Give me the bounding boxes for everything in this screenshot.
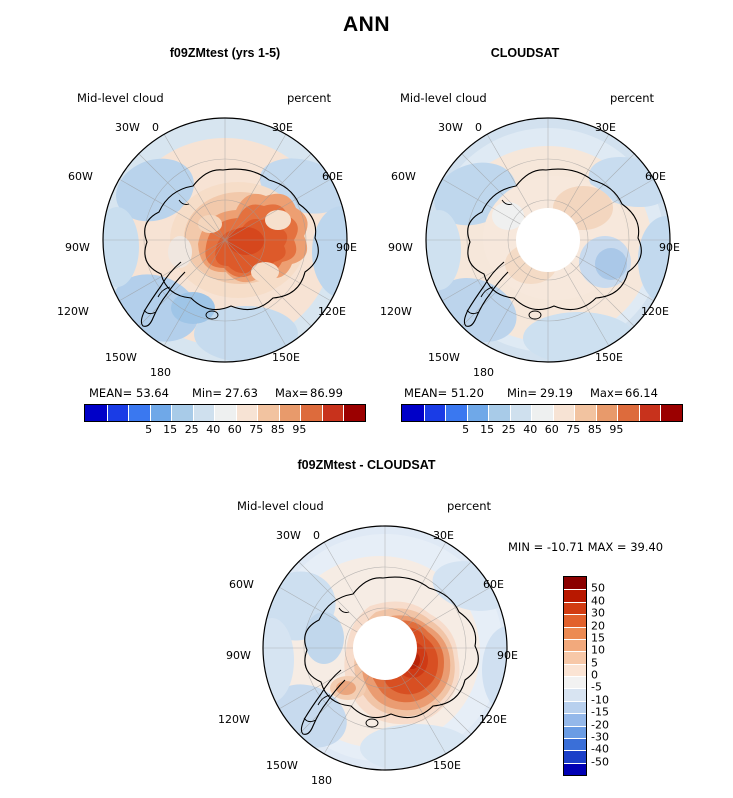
colorbar-separator — [343, 405, 344, 421]
colorbar-segment — [564, 639, 586, 651]
colorbar-segment — [564, 701, 586, 713]
colorbar-separator — [445, 405, 446, 421]
colorbar-segment — [343, 405, 365, 421]
panel-model-units-label: percent — [287, 91, 332, 105]
map-diff-label-120E: 120E — [479, 713, 507, 726]
model-min-label: Min= — [192, 386, 223, 400]
map-diff-label-30E: 30E — [433, 529, 454, 542]
colorbar-separator — [596, 405, 597, 421]
colorbar-tick: 5 — [145, 423, 153, 436]
colorbar-segment — [564, 763, 586, 775]
colorbar-separator — [617, 405, 618, 421]
colorbar-separator — [564, 726, 586, 727]
colorbar-segment — [300, 405, 322, 421]
map-model-label-60E: 60E — [322, 170, 343, 183]
colorbar-segment — [564, 726, 586, 738]
map-obs-label-90W: 90W — [388, 241, 413, 254]
panel-obs-variable-label: Mid-level cloud — [400, 91, 487, 105]
map-diff-label-0: 0 — [313, 529, 320, 542]
colorbar-separator — [467, 405, 468, 421]
colorbar-tick: 85 — [587, 423, 602, 436]
colorbar-tick: -5 — [591, 680, 602, 694]
colorbar-separator — [564, 738, 586, 739]
map-diff-label-60W: 60W — [229, 578, 254, 591]
colorbar-tick: 20 — [591, 619, 605, 632]
colorbar-separator — [424, 405, 425, 421]
colorbar-segment — [128, 405, 150, 421]
map-diff-label-30W: 30W — [276, 529, 301, 542]
map-obs-label-60E: 60E — [645, 170, 666, 183]
colorbar-separator — [300, 405, 301, 421]
colorbar-segment — [617, 405, 639, 421]
colorbar-separator — [564, 639, 586, 640]
map-model-label-150E: 150E — [272, 351, 300, 364]
map-obs-label-60W: 60W — [391, 170, 416, 183]
map-model-label-180: 180 — [150, 366, 171, 379]
colorbar-tick: -50 — [591, 755, 609, 769]
colorbar-tick: 60 — [544, 423, 559, 436]
obs-mean-value: 51.20 — [451, 386, 484, 400]
colorbar-separator — [564, 627, 586, 628]
colorbar-tick: 30 — [591, 606, 605, 620]
obs-mean-label: MEAN= — [404, 386, 448, 400]
colorbar-segment — [322, 405, 344, 421]
colorbar-tick: 5 — [462, 423, 470, 436]
colorbar-tick: 40 — [206, 423, 221, 436]
colorbar-segment — [510, 405, 532, 421]
colorbar-tick: 95 — [609, 423, 624, 436]
panel-title-model: f09ZMtest (yrs 1-5) — [169, 46, 281, 60]
colorbar-segment — [553, 405, 575, 421]
map-obs-label-30E: 30E — [595, 121, 616, 134]
colorbar-tick: 40 — [591, 594, 605, 608]
panel-title-difference: f09ZMtest - CLOUDSAT — [297, 458, 436, 472]
map-diff-label-150W: 150W — [266, 759, 298, 772]
colorbar-separator — [150, 405, 151, 421]
colorbar-separator — [660, 405, 661, 421]
map-model-label-120W: 120W — [57, 305, 89, 318]
panel-obs-units-label: percent — [610, 91, 655, 105]
colorbar-tick: 75 — [566, 423, 581, 436]
colorbar-separator — [553, 405, 554, 421]
colorbar-tick: 0 — [591, 668, 598, 682]
model-min-value: 27.63 — [225, 386, 258, 400]
colorbar-separator — [510, 405, 511, 421]
colorbar-segment — [531, 405, 553, 421]
colorbar-separator — [107, 405, 108, 421]
colorbar-segment — [564, 589, 586, 601]
colorbar-separator — [531, 405, 532, 421]
map-obs-label-150W: 150W — [428, 351, 460, 364]
colorbar-separator — [564, 750, 586, 751]
model-max-label: Max= — [275, 386, 309, 400]
colorbar-separator — [564, 701, 586, 702]
colorbar-separator — [564, 763, 586, 764]
colorbar-separator — [564, 589, 586, 590]
colorbar-segment — [564, 676, 586, 688]
colorbar-segment — [564, 627, 586, 639]
colorbar-tick: 25 — [501, 423, 516, 436]
colorbar-segment — [639, 405, 661, 421]
colorbar-segment — [107, 405, 129, 421]
obs-min-label: Min= — [507, 386, 538, 400]
colorbar-tick: 95 — [292, 423, 307, 436]
obs-max-value: 66.14 — [625, 386, 658, 400]
colorbar-separator — [564, 713, 586, 714]
colorbar-separator — [639, 405, 640, 421]
map-model-label-150W: 150W — [105, 351, 137, 364]
model-mean-value: 53.64 — [136, 386, 169, 400]
colorbar-segment — [574, 405, 596, 421]
colorbar-segment — [564, 602, 586, 614]
colorbar-segment — [424, 405, 446, 421]
colorbar-segment — [660, 405, 682, 421]
colorbar-separator — [279, 405, 280, 421]
map-obs-label-90E: 90E — [659, 241, 680, 254]
colorbar-segment — [488, 405, 510, 421]
colorbar-segment — [85, 405, 107, 421]
colorbar-segment — [445, 405, 467, 421]
colorbar-segment — [193, 405, 215, 421]
colorbar-tick: 85 — [270, 423, 285, 436]
colorbar-tick: 15 — [591, 631, 605, 645]
map-model-label-30W: 30W — [115, 121, 140, 134]
colorbar-segment — [236, 405, 258, 421]
obs-min-value: 29.19 — [540, 386, 573, 400]
colorbar-tick: 15 — [163, 423, 178, 436]
map-model-label-60W: 60W — [68, 170, 93, 183]
colorbar-segment — [467, 405, 489, 421]
map-obs-label-120E: 120E — [641, 305, 669, 318]
difference-minmax: MIN = -10.71 MAX = 39.40 — [508, 540, 664, 554]
colorbar-separator — [128, 405, 129, 421]
panel-model-variable-label: Mid-level cloud — [77, 91, 164, 105]
model-max-value: 86.99 — [310, 386, 343, 400]
colorbar-tick: -15 — [591, 705, 609, 719]
colorbar-tick: -30 — [591, 730, 609, 744]
colorbar-segment — [596, 405, 618, 421]
colorbar-tick: -40 — [591, 742, 609, 756]
colorbar-separator — [564, 651, 586, 652]
figure-title: ANN — [343, 13, 390, 36]
colorbar-tick: 60 — [227, 423, 242, 436]
colorbar-segment — [279, 405, 301, 421]
model-mean-label: MEAN= — [89, 386, 133, 400]
map-diff-label-90E: 90E — [497, 649, 518, 662]
colorbar-segment — [564, 750, 586, 762]
colorbar-tick: 50 — [591, 581, 605, 595]
map-model-label-30E: 30E — [272, 121, 293, 134]
colorbar-segment — [257, 405, 279, 421]
colorbar-segment — [564, 577, 586, 589]
map-obs-label-120W: 120W — [380, 305, 412, 318]
colorbar-segment — [402, 405, 424, 421]
map-obs-label-180: 180 — [473, 366, 494, 379]
colorbar-tick: 5 — [591, 656, 598, 670]
colorbar-separator — [236, 405, 237, 421]
colorbar-segment — [564, 651, 586, 663]
colorbar-tick: 15 — [480, 423, 495, 436]
colorbar-separator — [564, 688, 586, 689]
panel-diff-units-label: percent — [447, 499, 492, 513]
map-diff-label-150E: 150E — [433, 759, 461, 772]
colorbar-tick: -20 — [591, 718, 609, 731]
colorbar-obs — [401, 404, 683, 422]
panel-title-obs: CLOUDSAT — [490, 46, 560, 60]
colorbar-model — [84, 404, 366, 422]
colorbar-separator — [193, 405, 194, 421]
map-model-label-90W: 90W — [65, 241, 90, 254]
colorbar-separator — [564, 676, 586, 677]
colorbar-separator — [564, 602, 586, 603]
colorbar-tick: 40 — [523, 423, 538, 436]
colorbar-segment — [564, 688, 586, 700]
colorbar-segment — [564, 713, 586, 725]
map-diff-label-180: 180 — [311, 774, 332, 787]
colorbar-separator — [488, 405, 489, 421]
colorbar-separator — [171, 405, 172, 421]
colorbar-obs-ticks — [401, 423, 681, 437]
colorbar-separator — [564, 664, 586, 665]
colorbar-separator — [564, 614, 586, 615]
map-obs-label-0: 0 — [475, 121, 482, 134]
colorbar-segment — [214, 405, 236, 421]
map-diff-label-120W: 120W — [218, 713, 250, 726]
colorbar-tick: -10 — [591, 693, 609, 707]
map-diff-label-60E: 60E — [483, 578, 504, 591]
colorbar-segment — [171, 405, 193, 421]
colorbar-segment — [564, 664, 586, 676]
colorbar-separator — [322, 405, 323, 421]
map-obs-label-30W: 30W — [438, 121, 463, 134]
colorbar-segment — [150, 405, 172, 421]
colorbar-difference — [563, 576, 587, 776]
map-diff-label-90W: 90W — [226, 649, 251, 662]
colorbar-tick: 10 — [591, 643, 605, 657]
map-model-label-120E: 120E — [318, 305, 346, 318]
colorbar-model-ticks — [84, 423, 364, 437]
colorbar-difference-ticks — [591, 576, 631, 774]
colorbar-tick: 25 — [184, 423, 199, 436]
colorbar-separator — [574, 405, 575, 421]
map-obs-label-150E: 150E — [595, 351, 623, 364]
colorbar-segment — [564, 614, 586, 626]
colorbar-separator — [214, 405, 215, 421]
panel-diff-variable-label: Mid-level cloud — [237, 499, 324, 513]
map-model-label-0: 0 — [152, 121, 159, 134]
colorbar-segment — [564, 738, 586, 750]
colorbar-separator — [257, 405, 258, 421]
colorbar-tick: 75 — [249, 423, 264, 436]
obs-max-label: Max= — [590, 386, 624, 400]
map-model-label-90E: 90E — [336, 241, 357, 254]
